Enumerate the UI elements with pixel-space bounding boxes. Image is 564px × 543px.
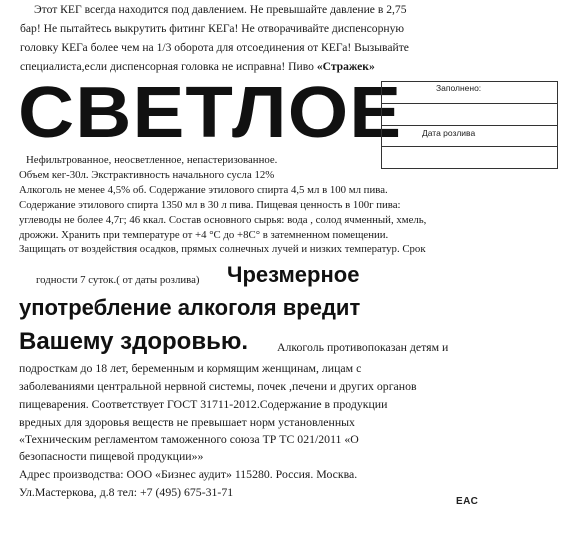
warning-line-1: Этот КЕГ всегда находится под давлением. Не превышайте давление в 2,75: [34, 3, 407, 16]
keg-warning: [6, 0, 558, 19]
contra-line-7: безопасности пищевой продукции»»: [19, 449, 204, 463]
fill-box-divider: [382, 103, 557, 104]
health-warning-2: употребление алкоголя вредит: [19, 295, 361, 320]
info-line-4: Содержание этилового спирта 1350 мл в 30 л пива. Пищевая ценность в 100г пива:: [19, 199, 401, 211]
warning-line-3: головку КЕГа более чем на 1/3 оборота для отсоединения от КЕГа! Вызывайте: [20, 41, 409, 54]
contra-line-6: «Техническим регламентом таможенного союза ТР ТС 021/2011 «О: [19, 432, 359, 446]
bottling-date-label: Дата розлива: [422, 128, 476, 138]
filled-label: Заполнено:: [436, 83, 482, 93]
info-line-1: Нефильтрованное, неосветленное, непастеризованное.: [26, 154, 278, 166]
info-line-6: дрожжи. Хранить при температуре от +4 °С до +8С° в затемненном помещении.: [19, 229, 389, 241]
health-warning-3: Вашему здоровью.: [19, 328, 248, 355]
eac-mark: ЕАС: [456, 496, 479, 507]
contra-line-2: подросткам до 18 лет, беременным и кормящим женщинам, лицам с: [19, 361, 362, 375]
brand-name: «Стражек»: [316, 60, 375, 73]
info-line-8: годности 7 суток.( от даты розлива): [36, 274, 200, 286]
product-title: СВЕТЛОЕ: [18, 73, 403, 153]
info-line-2: Объем кег-30л. Экстрактивность начального сусла 12%: [19, 169, 275, 181]
producer-phone: Ул.Мастеркова, д.8 тел: +7 (495) 675-31-71: [19, 485, 234, 499]
info-line-3: Алкоголь не менее 4,5% об. Содержание этилового спирта 4,5 мл в 100 мл пива.: [19, 184, 388, 196]
info-line-7: Защищать от воздействия осадков, прямых солнечных лучей и низких температур. Срок: [19, 243, 426, 255]
producer-address: Адрес производства: ООО «Бизнес аудит» 115280. Россия. Москва.: [19, 467, 358, 481]
health-warning-1: Чрезмерное: [227, 262, 360, 287]
warning-line-4-text: специалиста,если диспенсорная головка не исправна! Пиво: [20, 60, 317, 73]
fill-box-divider: [382, 146, 557, 147]
contra-line-1: Алкоголь противопоказан детям и: [277, 340, 449, 354]
warning-line-2: бар! Не пытайтесь выкрутить фитинг КЕГа! Не отворачивайте диспенсорную: [20, 22, 405, 35]
fill-box-divider: [382, 125, 557, 126]
contra-line-3: заболеваниями центральной нервной системы, почек ,печени и других органов: [19, 379, 417, 393]
info-line-5: углеводы не более 4,7г; 46 ккал. Состав основного сырья: вода , солод ячменный, хмель,: [19, 214, 427, 226]
contra-line-5: вредных для здоровья веществ не превышает норм установленных: [19, 415, 355, 429]
contra-line-4: пищеварения. Соответствует ГОСТ 31711-2012.Содержание в продукции: [19, 397, 388, 411]
fill-box: [381, 81, 558, 169]
